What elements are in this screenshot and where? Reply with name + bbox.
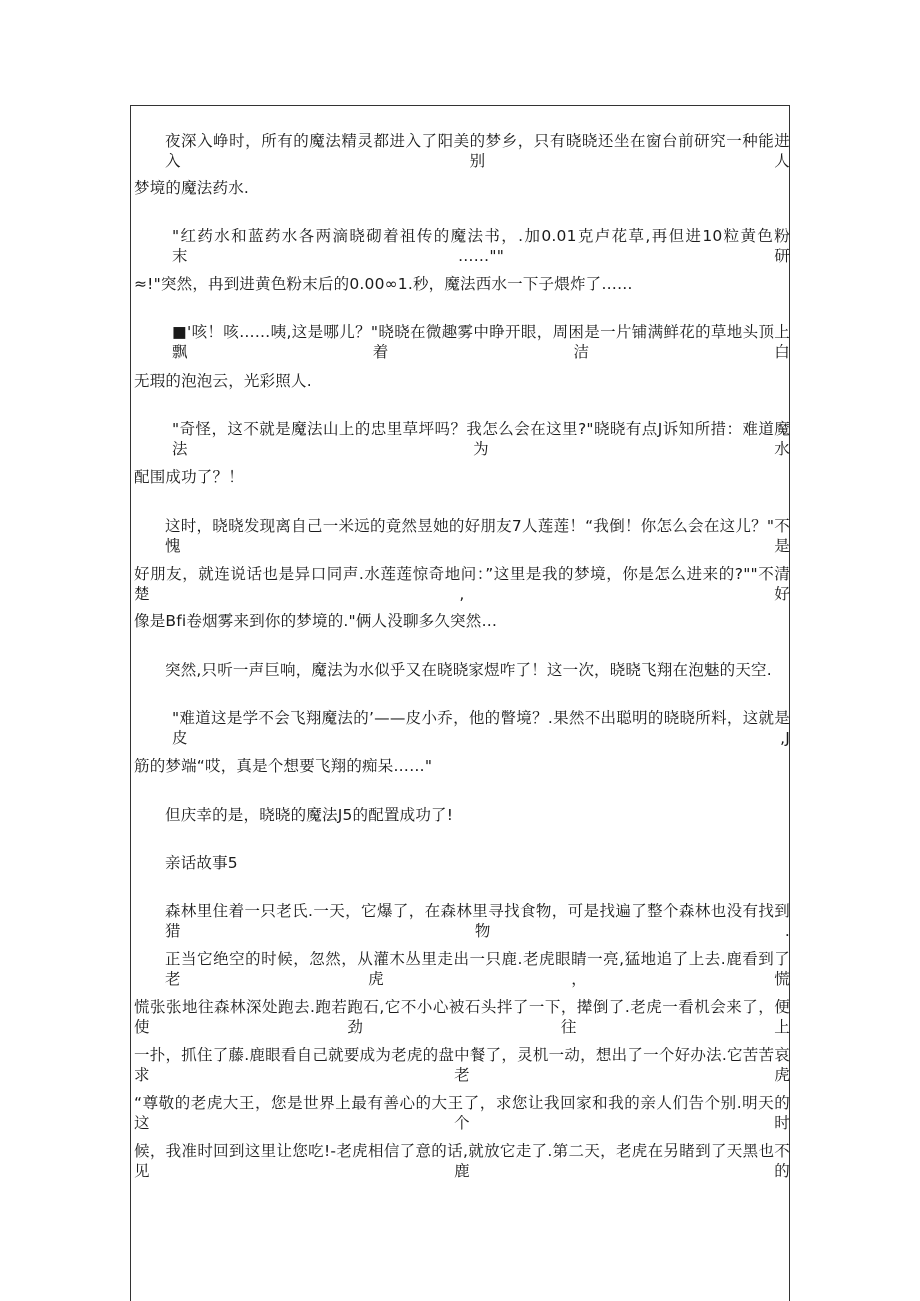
text-line: 夜深入峥时，所有的魔法精灵都进入了阳美的梦乡，只有晓晓还坐在窗台前研究一种能进入别人 xyxy=(165,132,790,170)
text-line: 好朋友，就连说话也是异口同声.水莲莲惊奇地问：”这里是我的梦境，你是怎么进来的?""不清楚,好 xyxy=(134,565,790,603)
text-line: 森林里住着一只老氏.一天，它爆了，在森林里寻找食物，可是找遍了整个森林也没有找到猎物. xyxy=(165,902,790,940)
text-line: “尊敬的老虎大王，您是世界上最有善心的大王了，求您让我回家和我的亲人们告个别.明天的这个时 xyxy=(134,1094,790,1132)
text-line: 正当它绝空的时候，忽然，从灌木丛里走出一只鹿.老虎眼睛一亮,猛地追了上去.鹿看到了老虎，慌 xyxy=(165,950,790,988)
text-line: 这时，晓晓发现离自己一米远的竟然昱她的好朋友7人莲莲！“我倒！你怎么会在这儿？"不愧是 xyxy=(165,517,790,555)
text-line: "难道这是学不会飞翔魔法的’——皮小乔，他的瞥境？.果然不出聪明的晓晓所料，这就是皮,J xyxy=(172,709,790,747)
text-line: 候，我准时回到这里让您吃!-老虎相信了意的话,就放它走了.第二天，老虎在另睹到了天黑也不见鹿的 xyxy=(134,1142,790,1180)
text-line: 配围成功了？！ xyxy=(134,468,244,486)
text-line: ≈!"突然，冉到进黄色粉末后的0.00∞1.秒，魔法西水一下子煨炸了…… xyxy=(134,275,633,293)
text-line: 但庆幸的是，晓晓的魔法J5的配置成功了! xyxy=(165,806,454,824)
text-line: 梦境的魔法药水. xyxy=(134,179,250,197)
text-line: 一扑，抓住了藤.鹿眼看自己就要成为老虎的盘中餐了，灵机一动，想出了一个好办法.它苦苦哀求老虎 xyxy=(134,1046,790,1084)
text-line: 慌张张地往森林深处跑去.跑若跑石,它不小心被石头拌了一下，撵倒了.老虎一看机会来了，便使劲往上 xyxy=(134,998,790,1036)
text-line: "红药水和蓝药水各两滴晓砌着祖传的魔法书，.加0.01克卢花草,再但进10粒黄色粉末……""研 xyxy=(172,227,790,265)
text-line: ■'咳！咳……咦,这是哪儿？"晓晓在微趣雾中睁开眼，周困是一片铺满鲜花的草地头顶上飘着洁白 xyxy=(172,323,790,361)
text-line: 筋的梦端“哎，真是个想要飞翔的痴呆……" xyxy=(134,757,433,775)
text-line: 突然,只听一声巨响，魔法为水似乎又在晓晓家煜咋了！这一次，晓晓飞翔在泡魅的天空. xyxy=(165,661,772,679)
section-heading: 亲话故事5 xyxy=(165,854,238,872)
text-line: 像是Bfi卷烟雾来到你的梦境的."俩人没聊多久突然… xyxy=(134,612,498,630)
text-line: 无瑕的泡泡云，光彩照人. xyxy=(134,372,312,390)
text-line: "奇怪，这不就是魔法山上的忠里草坪吗？我怎么会在这里?"晓晓有点J诉知所措：难道魔法为水 xyxy=(172,420,790,458)
